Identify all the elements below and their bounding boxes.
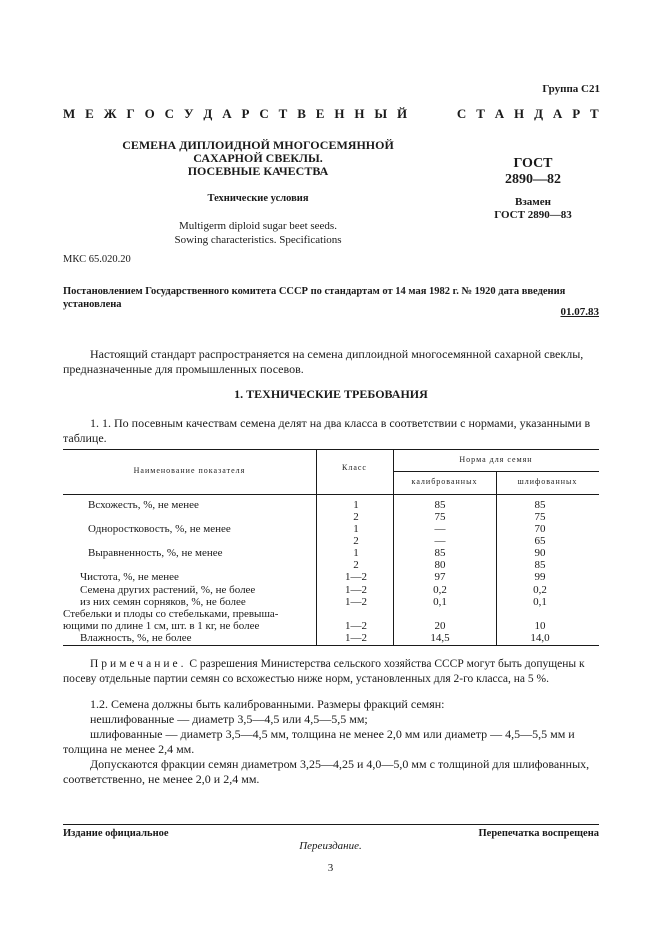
table-norm-divider — [393, 471, 599, 472]
clause-1-2-line-3: шлифованные — диаметр 3,5—4,5 мм, толщина не менее 2,0 мм или диаметр — 4,5—5,5 мм и толщина не менее 2,4 мм. — [63, 727, 575, 756]
table-cell-class: 1 — [353, 523, 359, 535]
banner-r1: Т — [476, 106, 485, 121]
col-header-polished: шлифованных — [517, 477, 578, 486]
gost-designation — [478, 156, 588, 188]
table-cell-polished: 85 — [534, 559, 546, 571]
table-cell-class: 1 — [353, 547, 359, 559]
clause-1-2 — [63, 697, 599, 787]
banner-l13: Е — [315, 106, 325, 121]
banner-l5: С — [164, 106, 175, 121]
banner-l2: Ж — [103, 106, 117, 121]
official-edition: Издание официальное — [63, 828, 169, 839]
table-row-label: Выравненность, %, не менее — [88, 547, 223, 559]
table-cell-class: 1—2 — [345, 620, 367, 632]
table-header-border — [63, 494, 599, 495]
english-title-line-1: Multigerm diploid sugar beet seeds. — [179, 220, 337, 232]
reissue-note: Переиздание. — [299, 840, 362, 852]
english-title — [100, 219, 416, 247]
table-cell-polished: 90 — [534, 547, 546, 559]
banner-l0: М — [63, 106, 76, 121]
banner-l6: У — [183, 106, 194, 121]
table-cell-polished: 85 — [534, 499, 546, 511]
table-cell-class: 1—2 — [345, 632, 367, 644]
table-cell-polished: 0,2 — [533, 584, 547, 596]
gost-number: 2890—82 — [505, 172, 561, 187]
table-cell-calibrated: 14,5 — [430, 632, 450, 644]
banner-l3: Г — [126, 106, 135, 121]
table-cell-calibrated: 85 — [434, 547, 446, 559]
banner-r6: Р — [572, 106, 581, 121]
replaces-standard — [478, 196, 588, 222]
title-line-1: СЕМЕНА ДИПЛОИДНОЙ МНОГОСЕМЯННОЙ — [122, 138, 394, 152]
replaces-number: ГОСТ 2890—83 — [494, 209, 572, 221]
document-title — [100, 139, 416, 178]
title-line-2: САХАРНОЙ СВЕКЛЫ. — [193, 151, 323, 165]
table-note — [63, 657, 599, 687]
col-header-class: Класс — [342, 463, 367, 472]
banner-gap — [417, 106, 447, 122]
table-cell-calibrated: 80 — [434, 559, 446, 571]
banner-l9: Р — [241, 106, 250, 121]
replaces-label: Взамен — [515, 196, 551, 208]
table-row-label: Влажность, %, не более — [80, 632, 192, 644]
page-number: 3 — [327, 862, 334, 874]
table-row-label: Стебельки и плоды со стебельками, превыша- — [63, 608, 279, 620]
table-cell-class: 1—2 — [345, 571, 367, 583]
banner-r7: Т — [590, 106, 599, 121]
table-cell-class: 2 — [353, 559, 359, 571]
document-subtitle: Технические условия — [207, 193, 309, 204]
table-cell-calibrated: 85 — [434, 499, 446, 511]
mks-code: МКС 65.020.20 — [63, 254, 131, 265]
table-cell-polished: 0,1 — [533, 596, 547, 608]
banner-l14: Н — [334, 106, 345, 121]
banner-r2: А — [494, 106, 505, 121]
table-top-border — [63, 449, 599, 450]
table-row-label: Семена других растений, %, не более — [80, 584, 256, 596]
table-cell-polished: 10 — [534, 620, 546, 632]
banner-l7: Д — [203, 106, 213, 121]
col-header-indicator: Наименование показателя — [133, 466, 246, 475]
banner-l17: Й — [397, 106, 408, 121]
section-heading: 1. ТЕХНИЧЕСКИЕ ТРЕБОВАНИЯ — [234, 387, 428, 401]
table-row-label: Всхожесть, %, не менее — [88, 499, 199, 511]
table-cell-calibrated: — — [434, 535, 446, 547]
banner-l10: С — [259, 106, 269, 121]
table-cell-polished: 99 — [534, 571, 546, 583]
col-header-norm: Норма для семян — [459, 455, 533, 464]
banner-r4: Д — [534, 106, 544, 121]
table-cell-polished: 65 — [534, 535, 546, 547]
banner-l8: А — [222, 106, 232, 121]
title-line-3: ПОСЕВНЫЕ КАЧЕСТВА — [187, 164, 329, 178]
table-cell-calibrated: 0,2 — [433, 584, 447, 596]
note-label: Примечание. — [90, 658, 187, 670]
table-cell-class: 1—2 — [345, 596, 367, 608]
reprint-prohibited: Перепечатка воспрещена — [478, 828, 599, 839]
table-cell-class: 1 — [353, 499, 359, 511]
banner-r5: А — [552, 106, 563, 121]
banner-l16: Ы — [374, 106, 388, 121]
table-cell-polished: 70 — [534, 523, 546, 535]
table-cell-polished: 75 — [534, 511, 546, 523]
table-vline-1 — [316, 449, 317, 645]
table-bottom-border — [63, 645, 599, 646]
footer-rule — [63, 824, 599, 825]
table-cell-calibrated: 97 — [434, 571, 446, 583]
intro-paragraph: Настоящий стандарт распространяется на семена диплоидной многосемянной сахарной свеклы, предназначенные для промышленных посевов. — [63, 347, 584, 376]
banner-l15: Н — [354, 106, 365, 121]
table-cell-class: 2 — [353, 535, 359, 547]
banner-l4: О — [144, 106, 155, 121]
standard-banner — [63, 106, 599, 122]
table-cell-calibrated: — — [434, 523, 446, 535]
gost-label: ГОСТ — [513, 156, 553, 171]
col-header-calibrated: калиброванных — [411, 477, 478, 486]
table-cell-polished: 14,0 — [530, 632, 550, 644]
clause-1-1: 1. 1. По посевным качествам семена делят на два класса в соответствии с нормами, указанными в таблице. — [63, 416, 591, 445]
table-cell-calibrated: 75 — [434, 511, 446, 523]
banner-l11: Т — [278, 106, 288, 121]
table-row-label: Чистота, %, не менее — [80, 571, 179, 583]
english-title-line-2: Sowing characteristics. Specifications — [174, 234, 342, 246]
banner-r3: Н — [514, 106, 525, 121]
table-row-label: Одноростковость, %, не менее — [88, 523, 231, 535]
table-row-label: ющими по длине 1 см, шт. в 1 кг, не более — [63, 620, 260, 632]
table-row-label: из них семян сорняков, %, не более — [80, 596, 246, 608]
group-code: Группа С21 — [542, 83, 600, 95]
clause-1-2-line-2: нешлифованные — диаметр 3,5—4,5 или 4,5—5,5 мм; — [90, 712, 368, 726]
table-cell-class: 2 — [353, 511, 359, 523]
clause-1-2-line-4: Допускаются фракции семян диаметром 3,25—4,25 и 4,0—5,0 мм с толщиной для шлифованных, соответственно, не менее 2,0 и 2,4 мм. — [63, 757, 590, 786]
table-cell-calibrated: 0,1 — [433, 596, 447, 608]
banner-r0: С — [456, 106, 467, 121]
decree-text: Постановлением Государственного комитета СССР по стандартам от 14 мая 1982 г. № 1920 дата введения установлена — [63, 286, 566, 310]
effective-date: 01.07.83 — [560, 306, 599, 318]
note-text: С разрешения Министерства сельского хозяйства СССР могут быть допущены к посеву отдельные партии семян со всхожестью ниже норм, установленных для 2-го класса, на 5 %. — [63, 658, 585, 685]
banner-l1: Е — [85, 106, 94, 121]
table-cell-calibrated: 20 — [434, 620, 446, 632]
banner-l12: В — [297, 106, 306, 121]
clause-1-2-line-1: 1.2. Семена должны быть калиброванными. Размеры фракций семян: — [90, 697, 445, 711]
table-cell-class: 1—2 — [345, 584, 367, 596]
